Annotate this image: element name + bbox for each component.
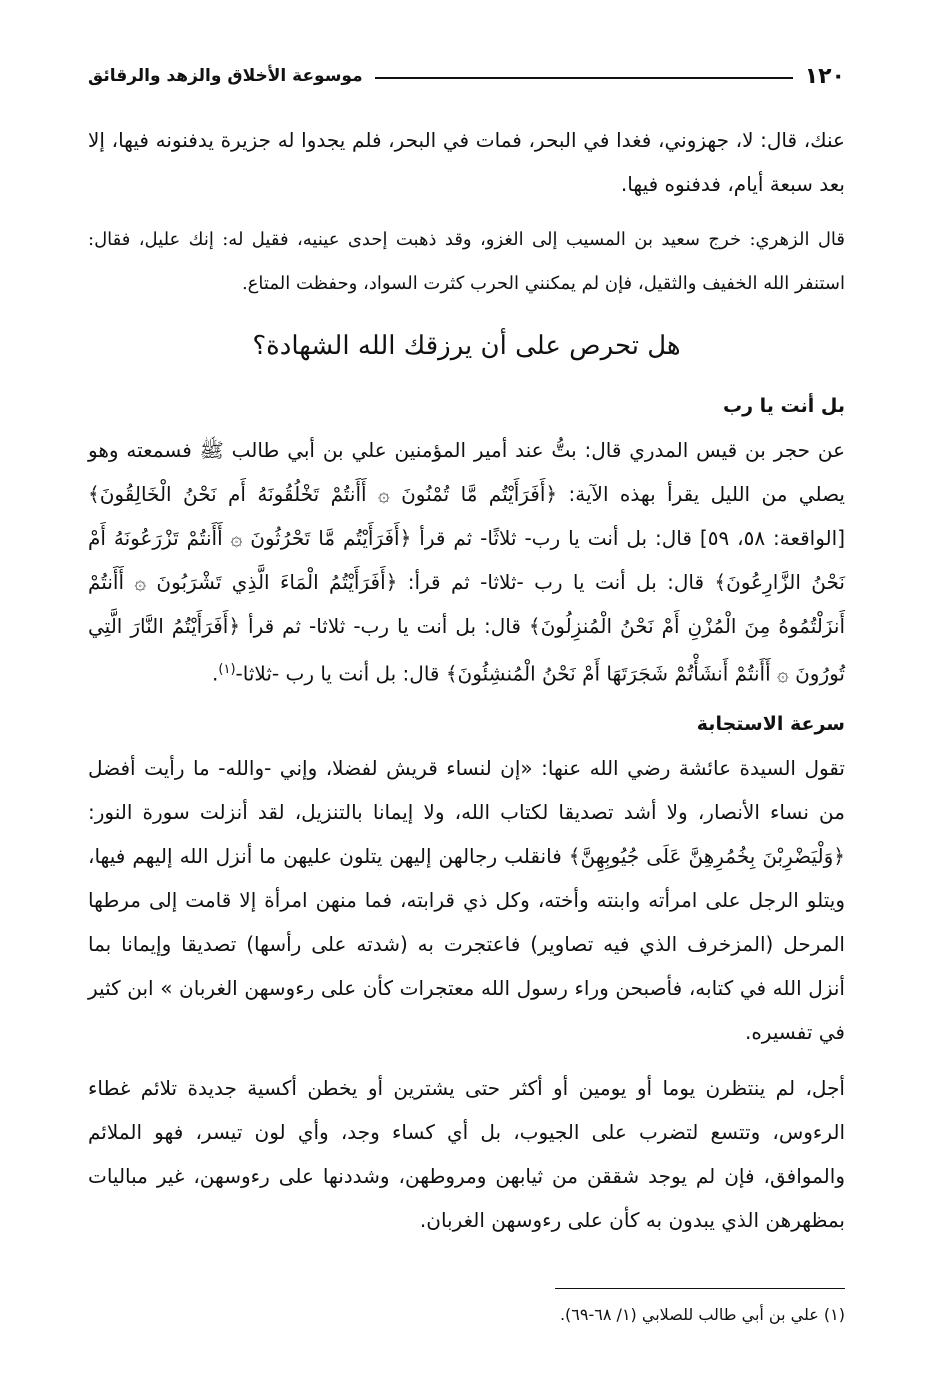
footnote-rule [555, 1288, 845, 1289]
paragraph-3-end: . [212, 661, 219, 686]
book-title: موسوعة الأخلاق والزهد والرقائق [88, 66, 363, 86]
paragraph-4: تقول السيدة عائشة رضي الله عنها: «إن لنساء قريش لفضلا، وإني -والله- ما رأيت أفضل من نساء الأنصار، ولا أشد تصديقا لكتاب الله، ولا إيمانا بالتنزيل، لقد أنزلت سورة النور: ﴿وَلْيَضْرِبْنَ بِخُمُرِهِنَّ عَلَى جُيُوبِهِنَّ﴾ فانقلب رجالهن إليهن يتلون عليهن ما أنزل الله إليهم فيها، ويتلو الرجل على امرأته وابنته وأخته، وكل ذي قرابته، فما منهن امرأة إلا قامت إلى مرطها المرحل (المزخرف الذي فيه تصاوير) فاعتجرت به (شدته على رأسها) تصديقا وإيمانا بما أنزل الله في كتابه، فأصبحن وراء رسول الله معتجرات كأن على رءوسهن الغربان » ابن كثير في تفسيره. [88, 755, 845, 1044]
page-number: ١٢٠ [804, 63, 845, 89]
section-heading: هل تحرص على أن يرزقك الله الشهادة؟ [252, 331, 681, 361]
page-content [88, 118, 845, 1242]
header-rule [375, 77, 793, 79]
paragraph-3-text: عن حجر بن قيس المدري قال: بتُّ عند أمير المؤمنين علي بن أبي طالب ﷺ فسمعته وهو يصلي من الليل يقرأ بهذه الآية: ﴿أَفَرَأَيْتُم مَّا تُمْنُونَ ۞ أَأَنتُمْ تَخْلُقُونَهُ أَم نَحْنُ الْخَالِقُونَ﴾ [الواقعة: ٥٨، ٥٩] قال: بل أنت يا رب- ثلاثًا- ثم قرأ ﴿أَفَرَأَيْتُم مَّا تَحْرُثُونَ ۞ أَأَنتُمْ تَزْرَعُونَهُ أَمْ نَحْنُ الزَّارِعُونَ﴾ قال: بل أنت يا رب -ثلاثا- ثم قرأ: ﴿أَفَرَأَيْتُمُ الْمَاءَ الَّذِي تَشْرَبُونَ ۞ أَأَنتُمْ أَنزَلْتُمُوهُ مِنَ الْمُزْنِ أَمْ نَحْنُ الْمُنزِلُونَ﴾ قال: بل أنت يا رب- ثلاثا- ثم قرأ ﴿أَفَرَأَيْتُمُ النَّارَ الَّتِي تُورُونَ ۞ أَأَنتُمْ أَنشَأْتُمْ شَجَرَتَهَا أَمْ نَحْنُ الْمُنشِئُونَ﴾ قال: بل أنت يا رب -ثلاثا- [88, 438, 846, 686]
subheading-1: بل أنت يا رب [723, 395, 845, 417]
paragraph-5: أجل، لم ينتظرن يوما أو يومين أو أكثر حتى يشترين أو يخطن أكسية جديدة تلائم غطاء الرءوس، وتتسع لتضرب على الجيوب، بل أي كساء وجد، وأي لون تيسر، فهو الملائم والموافق، فإن لم يوجد شققن من ثيابهن ومروطهن، وشددنها على رءوسهن، غير مباليات بمظهرهن الذي يبدون به كأن على رءوسهن الغربان. [88, 1075, 845, 1232]
footnote: (١) علي بن أبي طالب للصلابي (١/ ٦٨-٦٩). [559, 1305, 845, 1324]
page-header [88, 58, 845, 94]
paragraph-2: قال الزهري: خرج سعيد بن المسيب إلى الغزو، وقد ذهبت إحدى عينيه، فقيل له: إنك عليل، فقال: استنفر الله الخفيف والثقيل، فإن لم يمكنني الحرب كثرت السواد، وحفظت المتاع. [88, 229, 845, 294]
paragraph-3 [88, 428, 845, 696]
subheading-2: سرعة الاستجابة [696, 712, 845, 735]
paragraph-1: عنك، قال: لا، جهزوني، فغدا في البحر، فمات في البحر، فلم يجدوا له جزيرة يدفنونه فيها، إلا بعد سبعة أيام، فدفنوه فيها. [88, 128, 845, 196]
footnote-ref: (١) [218, 662, 236, 677]
